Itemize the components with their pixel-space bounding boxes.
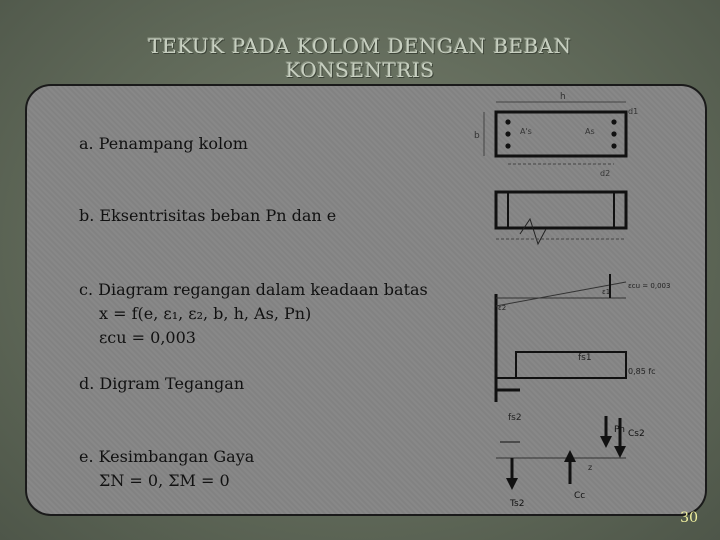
label-fc: 0,85 fc <box>628 367 656 376</box>
label-ecu: εcu = 0,003 <box>628 282 671 290</box>
item-e-formula: ΣN = 0, ΣM = 0 <box>99 471 230 490</box>
column-diagram <box>460 84 695 514</box>
slide-title-line-1: TEKUK PADA KOLOM DENGAN BEBAN <box>148 34 572 58</box>
stress-block <box>516 352 626 378</box>
item-e-text: e. Kesimbangan Gaya <box>79 447 255 466</box>
label-d1: d1 <box>628 107 639 116</box>
section-elevation <box>496 192 626 228</box>
label-fs2: fs2 <box>508 413 522 423</box>
label-as2: As <box>585 127 595 136</box>
label-d2: d2 <box>600 169 611 178</box>
page-number: 30 <box>680 510 698 526</box>
dim-h: h <box>560 92 566 102</box>
slide-title-line-2: KONSENTRIS <box>285 58 435 82</box>
label-pn: Pn <box>614 425 625 435</box>
item-c-formula-1: x = f(e, ε₁, ε₂, b, h, As, Pn) <box>99 304 312 323</box>
label-e2: ε2 <box>498 304 507 312</box>
item-c-text: c. Diagram regangan dalam keadaan batas <box>79 280 428 299</box>
label-z: z <box>588 463 593 472</box>
label-e1: ε1 <box>602 288 611 296</box>
item-c-formula-2: εcu = 0,003 <box>99 328 196 347</box>
label-as1: A's <box>520 127 532 136</box>
dim-b: b <box>474 131 480 141</box>
label-fs1: fs1 <box>578 353 592 363</box>
label-cc: Cc <box>574 491 586 501</box>
label-ts2: Ts2 <box>510 499 525 509</box>
cross-section-outline <box>496 112 626 156</box>
item-a-text: a. Penampang kolom <box>79 134 248 153</box>
item-b-text: b. Eksentrisitas beban Pn dan e <box>79 206 337 225</box>
slide-title <box>0 34 720 82</box>
item-d-text: d. Digram Tegangan <box>79 374 245 393</box>
label-cs2: Cs2 <box>628 429 645 439</box>
